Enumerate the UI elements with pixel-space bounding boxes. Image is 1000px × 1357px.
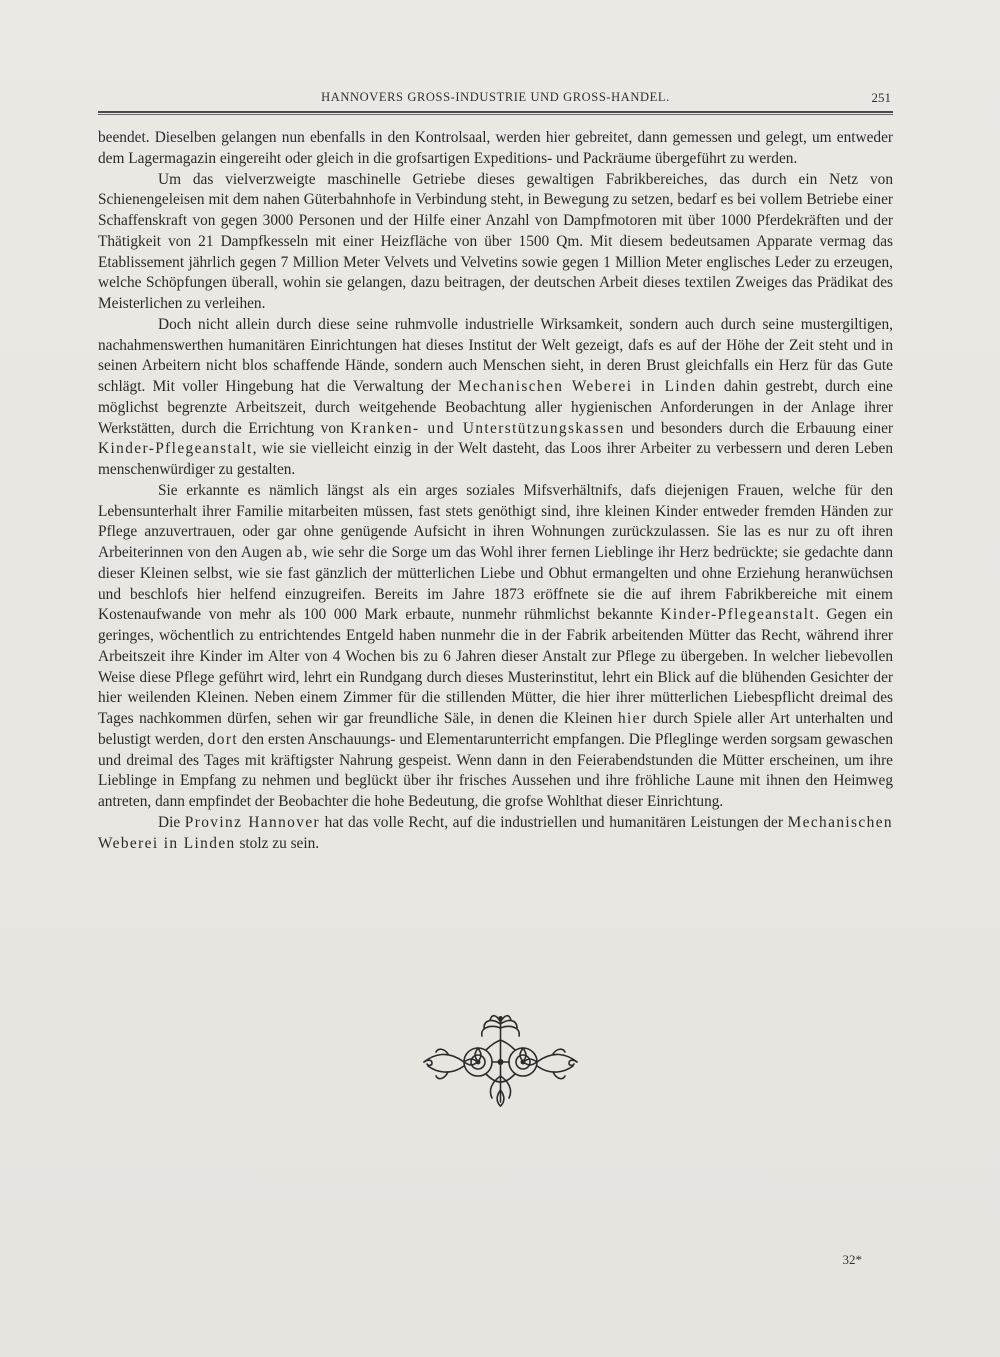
paragraph: [98, 813, 893, 855]
text-run: beendet. Dieselben gelangen nun ebenfalls in den Kontrolsaal, werden hier gebreitet, dann gemessen und gelegt, um entweder dem Lagermagazin eingereiht oder gleich in die grofsartigen Expeditions- und Packräume übergeführt zu werden.: [98, 129, 893, 167]
text-run: durch Spiele aller Art unterhalten und belustigt werden,: [98, 710, 894, 748]
text-run: , wie sehr die Sorge um das Wohl ihrer fernen Lieblinge ihr Herz bedrückte; sie gedachte dann dieser Kleinen selbst, wie sie fast gänzlich der mütterlichen Liebe und Obhut ermangelten und ohne Erziehung heranwüchsen und beschlofs hier helfend einzugreifen. Bereits im Jahre 1873 eröffnete sie die auf ihrem Fabrikbereiche mit einem Kostenaufwande von mehr als 100 000 Mark erbaute, nunmehr rühmlichst bekannte: [98, 544, 894, 624]
signature-mark: 32*: [842, 1252, 862, 1267]
spaced-text: Kinder-Pflegeanstalt: [98, 440, 253, 458]
paragraph: [98, 170, 893, 315]
paragraph: [98, 315, 893, 481]
spaced-text: hier: [617, 710, 648, 727]
text-run: hat das volle Recht, auf die industriellen und humanitären Leistungen der: [320, 813, 788, 831]
spaced-text: Mechanischen Weberei in Linden: [457, 378, 717, 395]
paragraph: [98, 481, 893, 813]
text-run: dahin gestrebt, durch eine möglichst begrenzte Arbeitszeit, durch weitgehende Beobachtung aller hygienischen Anforderungen in der Anlage ihrer Werkstätten, durch die Errichtung von: [98, 378, 893, 437]
body-text: [98, 128, 893, 854]
text-run: den ersten Anschauungs- und Elementarunterricht empfangen. Die Pfleglinge werden sorgsam gewaschen und dreimal des Tages mit kräftigster Nahrung gespeist. Wenn dann in den Feierabendstunden die Mütter erscheinen, um ihre Lieblinge in Empfang zu nehmen und beglückt über ihr frisches Aussehen und ihre fröhliche Laune mit ihnen den Heimweg antreten, dann empfindet der Beobachter die hohe Bedeutung, die grofse Wohlthat dieser Einrichtung.: [98, 730, 893, 810]
spaced-text: dort: [207, 730, 238, 748]
header-rule: [98, 111, 893, 113]
spaced-text: Mechanischen Weberei in Linden: [98, 813, 893, 852]
running-header: [98, 90, 893, 110]
page-number: 251: [871, 90, 891, 105]
spaced-text: Kranken- und Unterstützungskassen: [350, 419, 625, 437]
header-rule-thin: [98, 114, 893, 115]
spaced-text: Provinz Hannover: [184, 813, 321, 831]
text-run: und besonders durch die Erbauung einer: [624, 419, 893, 437]
header-title: HANNOVERS GROSS-INDUSTRIE UND GROSS-HANDEL.: [321, 90, 670, 104]
text-run: Um das vielverzweigte maschinelle Getriebe dieses gewaltigen Fabrikbereiches, das durch ein Netz von Schienengeleisen mit dem nahen Güterbahnhofe in Verbindung steht, in Bewegung zu setzen, bedarf es bei vollem Betriebe einer Schaffenskraft von gegen 3000 Personen und der Hilfe einer Anzahl von Dampfmotoren mit über 1000 Pferdekräften und der Thätigkeit von 21 Dampfkesseln mit einer Heizfläche von über 1500 Qm. Mit diesem bedeutsamen Apparate vermag das Etablissement jährlich gegen 7 Million Meter Velvets und Velvetins sowie gegen 1 Million Meter englisches Leder zu erzeugen, welche Schöpfungen überall, wohin sie gelangen, dazu beitragen, der deutschen Arbeit dieses textilen Zweiges das Prädikat des Meisterlichen zu verleihen.: [98, 170, 893, 312]
decorative-vignette: [418, 1010, 583, 1110]
text-run: Doch nicht allein durch diese seine ruhmvolle industrielle Wirksamkeit, sondern auch durch seine mustergiltigen, nachahmenswerthen humanitären Einrichtungen hat dieses Institut der Welt gezeigt, dafs es auf der Höhe der Zeit steht und in seinen Arbeitern nicht blos schaffende Hände, sondern auch Menschen sieht, in deren Brust gleichfalls ein Herz für das Gute schlägt. Mit voller Hingebung hat die Verwaltung der: [98, 315, 893, 395]
text-run: , wie sie vielleicht einzig in der Welt dasteht, das Loos ihrer Arbeiter zu verbessern und deren Leben menschenwürdiger zu gestalten.: [98, 440, 893, 478]
text-run: stolz zu sein.: [235, 834, 320, 852]
text-run: . Gegen ein geringes, wöchentlich zu entrichtendes Entgeld haben nunmehr die in der Fabrik arbeitenden Mütter das Recht, während ihrer Arbeitszeit ihre Kinder im Alter von 4 Wochen bis zu 6 Jahren dieser Anstalt zur Pflege zu übergeben. In welcher liebevollen Weise diese Pflege geführt wird, lehrt ein Rundgang durch dieses Musterinstitut, lehrt ein Blick auf die blühenden Gesichter der hier weilenden Kleinen. Neben einem Zimmer für die stillenden Mütter, die hier ihrer mütterlichen Liebespflicht dreimal des Tages nachkommen dürfen, sehen wir gar freundliche Säle, in denen die Kleinen: [98, 606, 893, 727]
spaced-text: Kinder-Pflegeanstalt: [660, 606, 816, 624]
text-run: Sie erkannte es nämlich längst als ein arges soziales Mifsverhältnifs, dafs diejenigen Frauen, welche für den Lebensunterhalt ihrer Familie mitarbeiten müssen, fast stets genöthigt sind, ihre kleinen Kinder entweder fremden Händen zur Pflege anzuvertrauen, oder gar ohne genügende Aufsicht in ihren Wohnungen zurückzulassen. Sie las es nur zu oft ihren Arbeiterinnen von den Augen: [98, 481, 893, 561]
paragraph: [98, 128, 893, 170]
text-run: Die: [158, 813, 185, 831]
spaced-text: ab: [286, 544, 304, 561]
